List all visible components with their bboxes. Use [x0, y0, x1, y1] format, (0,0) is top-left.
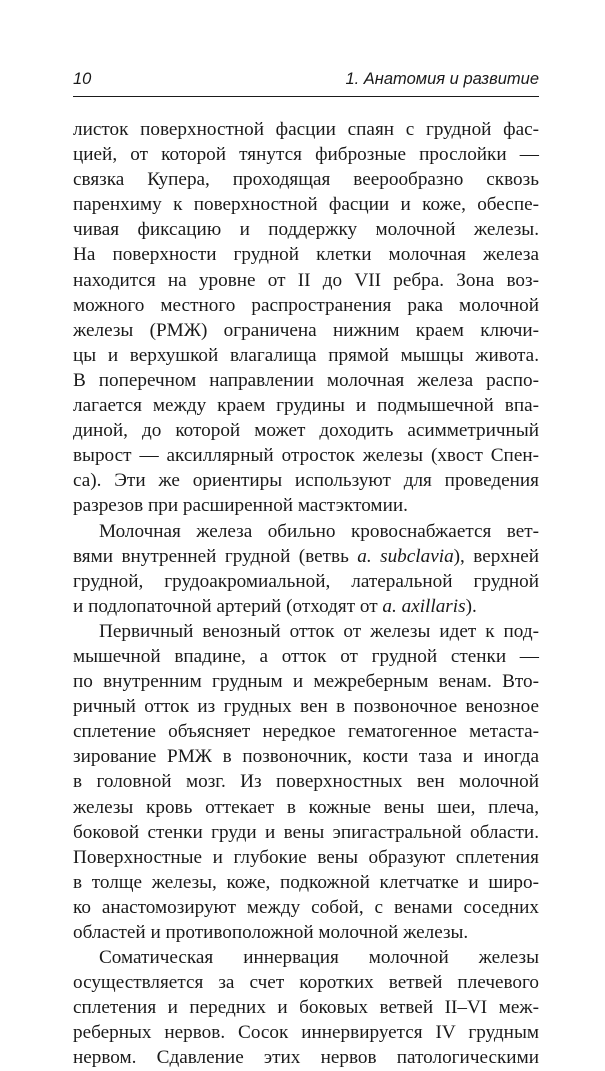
chapter-title: 1. Анатомия и развитие: [345, 70, 539, 88]
text-line: в головной мозг. Из поверхностных вен молочной: [73, 771, 539, 793]
text-line: ричный отток из грудных вен в позвоночное венозное: [73, 696, 539, 718]
body-text: [73, 117, 539, 1071]
latin-term: a. subclavia: [357, 545, 454, 567]
text-line: железы (РМЖ) ограничена нижним краем ключи-: [73, 319, 539, 341]
text-line: реберных нервов. Сосок иннервируется IV грудным: [73, 1022, 539, 1044]
text-line: В поперечном направлении молочная железа распо-: [73, 369, 539, 391]
text-line: железы кровь оттекает в кожные вены шеи, плеча,: [73, 796, 539, 818]
text-fragment: вями внутренней грудной (ветвь: [73, 545, 358, 567]
text-line: Первичный венозный отток от железы идет к под-: [99, 620, 539, 642]
text-line: диной, до которой может доходить асимметричный: [73, 420, 539, 442]
text-line: областей и противоположной молочной железы.: [73, 922, 469, 943]
text-line: [73, 594, 539, 619]
text-line: На поверхности грудной клетки молочная железа: [73, 244, 539, 266]
text-line: сплетение объясняет нередкое гематогенное метаста-: [73, 721, 539, 743]
text-line: лагается между краем грудины и подмышечной впа-: [73, 395, 539, 417]
text-line: по внутренним грудным и межреберным венам. Вто-: [73, 671, 539, 693]
text-line: листок поверхностной фасции спаян с грудной фас-: [73, 119, 539, 140]
text-line: грудной, грудоакромиальной, латеральной грудной: [73, 570, 539, 592]
text-line: [73, 544, 539, 569]
latin-term: a. axillaris: [382, 595, 466, 617]
text-line: зирование РМЖ в позвоночник, кости таза и иногда: [73, 746, 539, 768]
text-line: разрезов при расширенной мастэктомии.: [73, 495, 408, 517]
text-line: Соматическая иннервация молочной железы: [99, 947, 539, 969]
text-line: осуществляется за счет коротких ветвей плечевого: [73, 972, 539, 994]
text-line: нервом. Сдавление этих нервов патологическими: [73, 1047, 539, 1069]
text-line: Молочная железа обильно кровоснабжается вет-: [99, 520, 539, 542]
text-line: находится на уровне от II до VII ребра. Зона воз-: [73, 269, 539, 291]
text-line: са). Эти же ориентиры используют для проведения: [73, 470, 539, 492]
text-line: цией, от которой тянутся фиброзные прослойки —: [73, 144, 539, 166]
text-line: связка Купера, проходящая веерообразно сквозь: [73, 169, 539, 191]
text-line: сплетения и передних и боковых ветвей II–VI меж-: [73, 997, 539, 1019]
text-line: боковой стенки груди и вены эпигастральной области.: [73, 821, 539, 843]
text-fragment: ), верхней: [453, 545, 539, 567]
text-line: ко анастомозируют между собой, с венами соседних: [73, 896, 539, 918]
text-line: Поверхностные и глубокие вены образуют сплетения: [73, 846, 539, 868]
text-line: в толще железы, коже, подкожной клетчатке и широ-: [73, 871, 539, 893]
text-line: цы и верхушкой влагалища прямой мышцы живота.: [73, 344, 539, 366]
text-line: вырост — аксиллярный отросток железы (хвост Спен-: [73, 445, 539, 467]
page-number: 10: [73, 70, 92, 88]
text-fragment: ).: [465, 595, 477, 617]
text-line: мышечной впадине, а отток от грудной стенки —: [73, 645, 539, 667]
text-line: можного местного распространения рака молочной: [73, 294, 539, 316]
text-line: чивая фиксацию и поддержку молочной железы.: [73, 219, 539, 241]
running-head: [73, 68, 539, 94]
header-rule: [73, 96, 539, 97]
text-line: паренхиму к поверхностной фасции и коже, обеспе-: [73, 194, 539, 216]
text-fragment: и подлопаточной артерий (отходят от: [73, 595, 383, 617]
